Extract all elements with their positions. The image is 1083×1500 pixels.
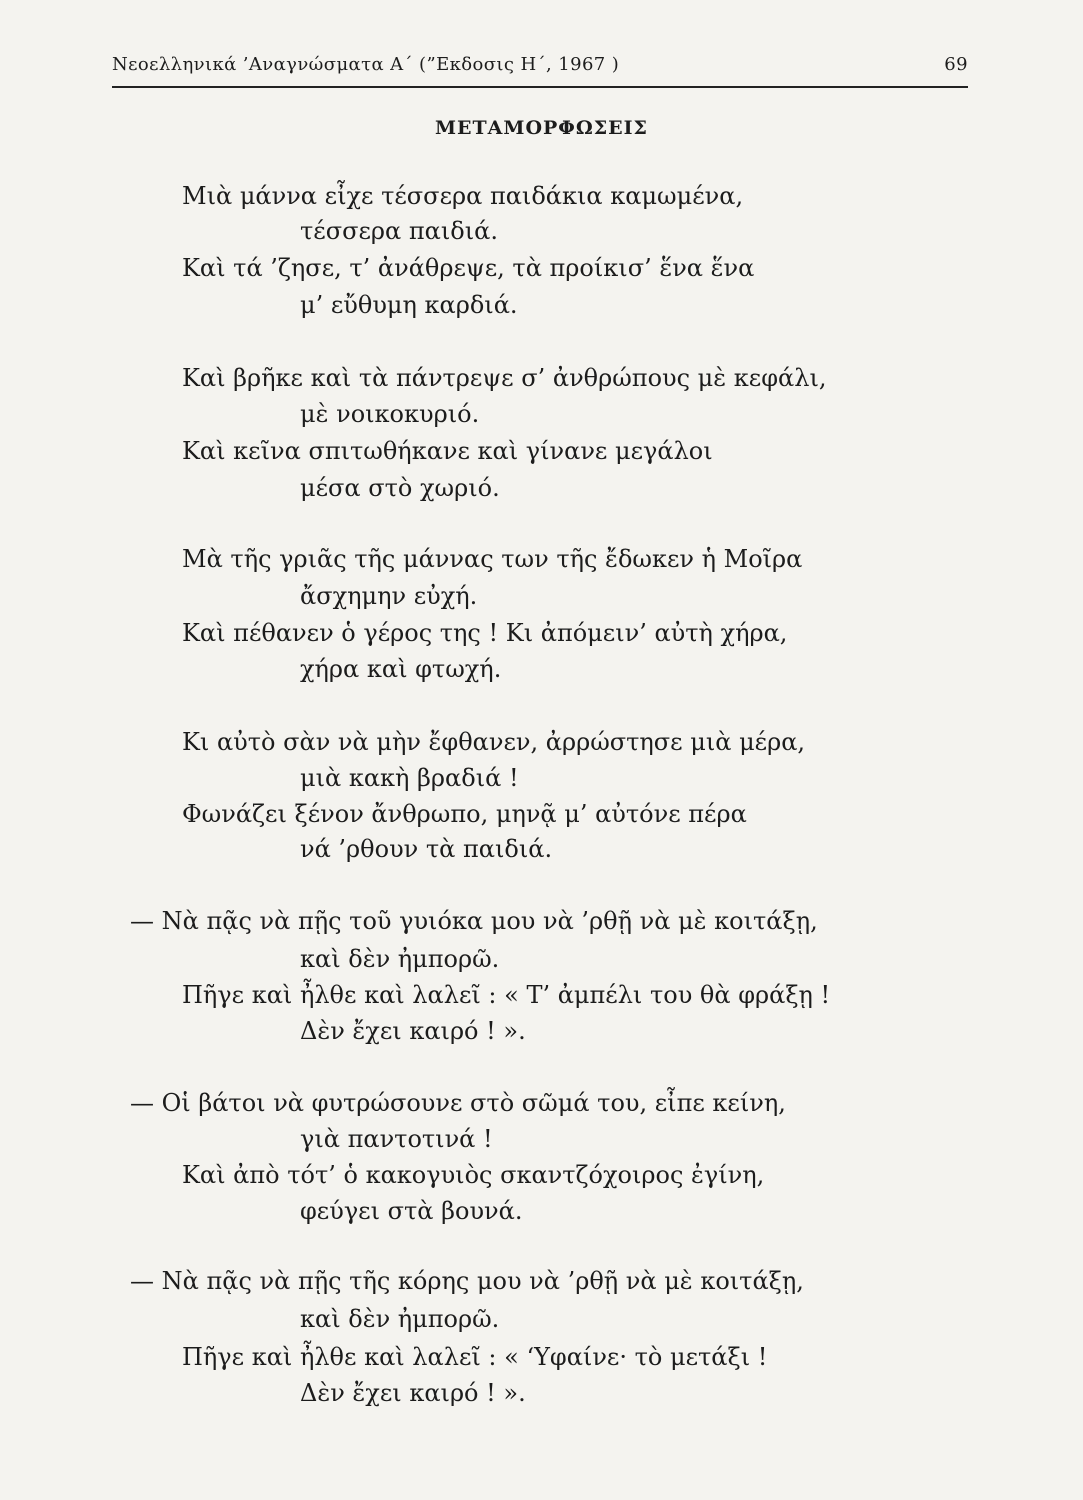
poem-line: μιὰ κακὴ βραδιά ! bbox=[300, 764, 519, 792]
poem-line: — Νὰ πᾷς νὰ πῇς τοῦ γυιόκα μου νὰ ’ρθῇ νὰ μὲ κοιτάξῃ, bbox=[130, 907, 818, 935]
poem-line: — Οἱ βάτοι νὰ φυτρώσουνε στὸ σῶμά του, εἶπε κείνη, bbox=[130, 1089, 786, 1117]
poem-line: μὲ νοικοκυριό. bbox=[300, 400, 480, 428]
poem-line: — Νὰ πᾷς νὰ πῇς τῆς κόρης μου νὰ ’ρθῇ νὰ μὲ κοιτάξῃ, bbox=[130, 1267, 804, 1295]
poem-line: Δὲν ἔχει καιρό ! ». bbox=[300, 1379, 526, 1407]
poem-line: μέσα στὸ χωριό. bbox=[300, 474, 500, 502]
poem-line: Καὶ ἀπὸ τότ’ ὁ κακογυιὸς σκαντζόχοιρος ἐγίνη, bbox=[182, 1161, 765, 1189]
poem-line: Φωνάζει ξένον ἄνθρωπο, μηνᾷ μ’ αὐτόνε πέρα bbox=[182, 800, 747, 828]
header-rule bbox=[112, 86, 968, 88]
poem-line: Μιὰ μάννα εἶχε τέσσερα παιδάκια καμωμένα, bbox=[182, 182, 744, 210]
poem-line: καὶ δὲν ἠμπορῶ. bbox=[300, 945, 500, 973]
poem-line: ἄσχημην εὐχή. bbox=[300, 582, 478, 610]
poem-line: Μὰ τῆς γριᾶς τῆς μάννας των τῆς ἔδωκεν ἡ Μοῖρα bbox=[182, 545, 803, 573]
poem-line: τέσσερα παιδιά. bbox=[300, 217, 498, 245]
running-header bbox=[112, 54, 968, 84]
poem-line: Καὶ τά ’ζησε, τ’ ἀνάθρεψε, τὰ προίκισ’ ἕνα ἕνα bbox=[182, 254, 755, 282]
poem-line: νά ’ρθουν τὰ παιδιά. bbox=[300, 835, 553, 863]
poem-line: φεύγει στὰ βουνά. bbox=[300, 1197, 523, 1225]
poem-line: Πῆγε καὶ ἦλθε καὶ λαλεῖ : « Τ’ ἀμπέλι του θὰ φράξῃ ! bbox=[182, 981, 831, 1009]
poem-line: μ’ εὔθυμη καρδιά. bbox=[300, 291, 518, 319]
header-source: Νεοελληνικά ’Αναγνώσματα Α΄ (”Εκδοσις Η΄, 1967 ) bbox=[112, 54, 620, 75]
poem-line: χήρα καὶ φτωχή. bbox=[300, 655, 502, 683]
page-number: 69 bbox=[944, 54, 968, 75]
poem-line: καὶ δὲν ἠμπορῶ. bbox=[300, 1305, 500, 1333]
poem-line: Καὶ πέθανεν ὁ γέρος της ! Κι ἀπόμειν’ αὐτὴ χήρα, bbox=[182, 619, 788, 647]
poem-line: Καὶ βρῆκε καὶ τὰ πάντρεψε σ’ ἀνθρώπους μὲ κεφάλι, bbox=[182, 364, 827, 392]
poem-line: Κι αὐτὸ σὰν νὰ μὴν ἔφθανεν, ἀρρώστησε μιὰ μέρα, bbox=[182, 728, 806, 756]
poem-line: γιὰ παντοτινά ! bbox=[300, 1125, 493, 1153]
poem-line: Πῆγε καὶ ἦλθε καὶ λαλεῖ : « ‘Υφαίνε· τὸ μετάξι ! bbox=[182, 1343, 768, 1371]
poem-line: Δὲν ἔχει καιρό ! ». bbox=[300, 1017, 526, 1045]
poem-line: Καὶ κεῖνα σπιτωθήκανε καὶ γίνανε μεγάλοι bbox=[182, 437, 713, 465]
poem-title: ΜΕΤΑΜΟΡΦΩΣΕΙΣ bbox=[435, 117, 648, 139]
